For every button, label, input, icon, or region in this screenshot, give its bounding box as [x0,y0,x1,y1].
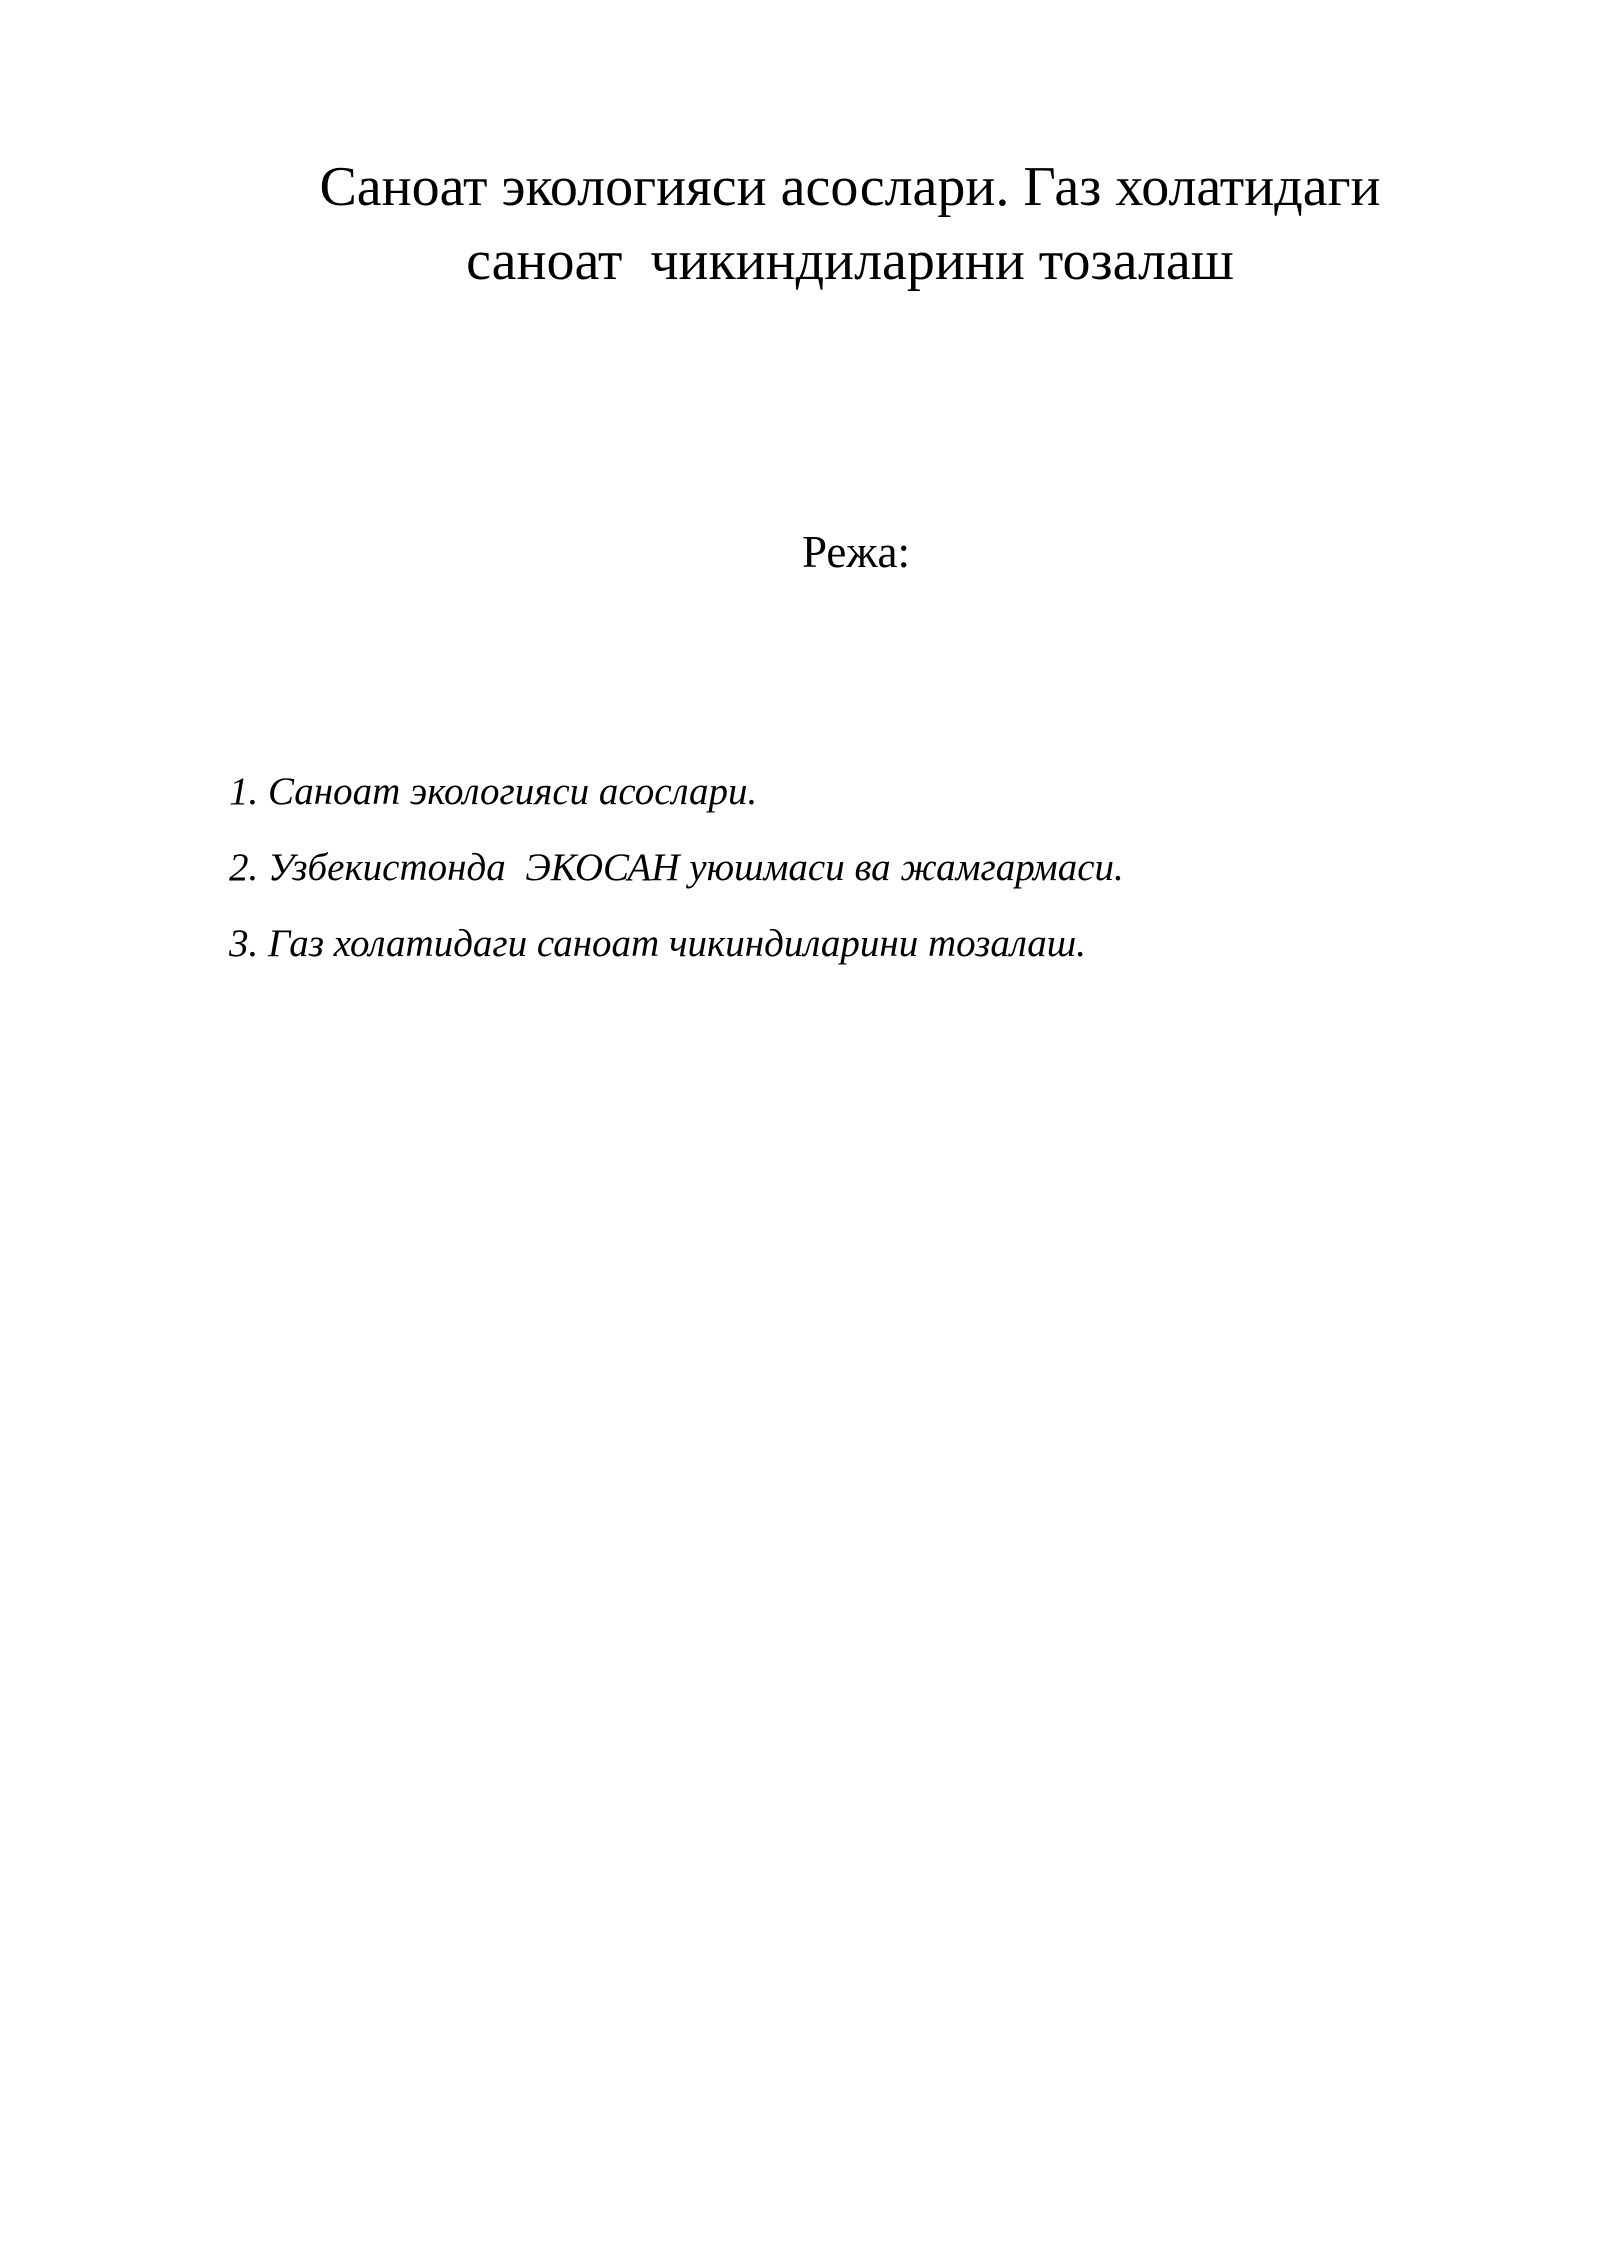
plan-item-2: 2. Узбекистонда ЭКОСАН уюшмаси ва жамгармаси. [229,846,1124,889]
plan-item-1: 1. Саноат экологияси асослари. [229,770,758,813]
plan-item-3: 3. Газ холатидаги саноат чикиндиларини тозалаш. [229,922,1086,965]
title-line-1: Саноат экологияси асослари. Газ холатидаги [319,156,1381,218]
title-line-2: саноат чикиндиларини тозалаш [466,230,1234,292]
plan-heading: Режа: [802,527,910,577]
plan-list [229,766,1124,994]
document-title [200,150,1500,298]
